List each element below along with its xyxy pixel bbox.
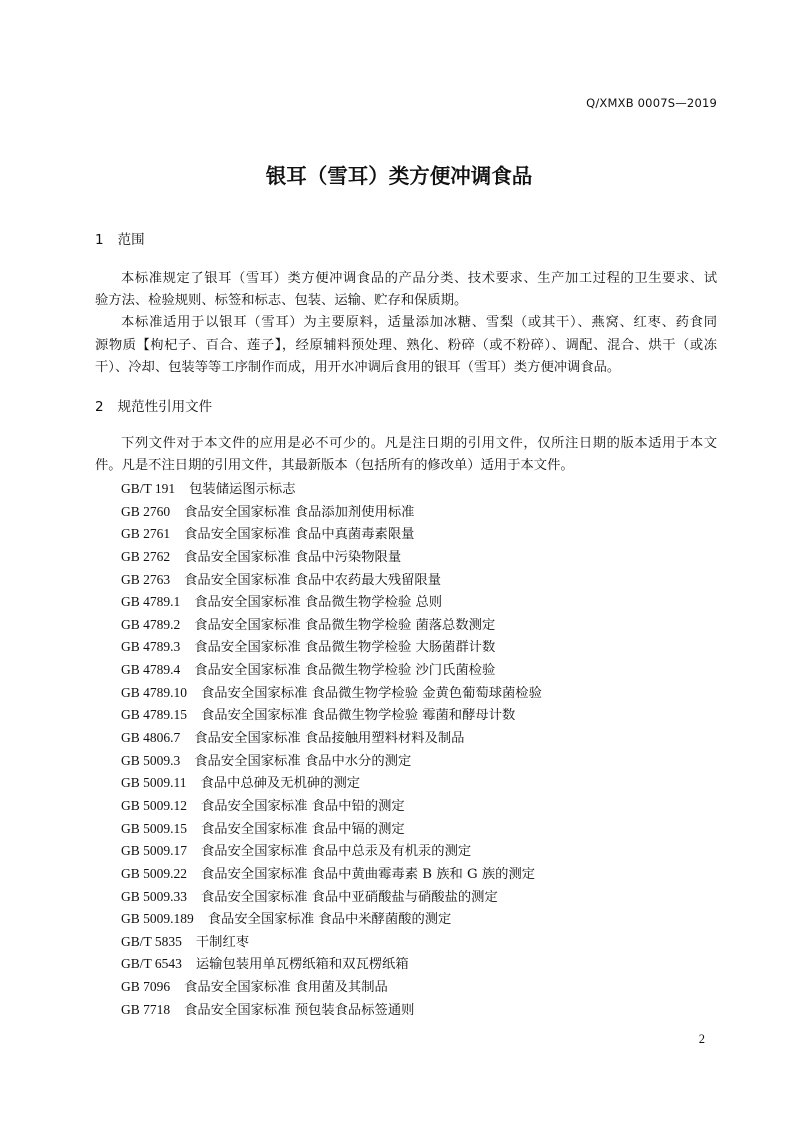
- reference-title: 食品安全国家标准 食品中镉的测定: [201, 821, 405, 837]
- reference-code: GB 5009.22: [121, 865, 188, 881]
- reference-title: 食品中总砷及无机砷的测定: [200, 776, 361, 792]
- reference-code: GB 2760: [121, 503, 171, 519]
- reference-item: [121, 682, 717, 705]
- reference-item: [121, 569, 717, 592]
- reference-item: [121, 818, 717, 841]
- reference-title: 食品安全国家标准 食品添加剂使用标准: [184, 504, 415, 520]
- page-number: 2: [698, 1032, 705, 1046]
- reference-title: 食品安全国家标准 食品中真菌毒素限量: [184, 527, 415, 543]
- reference-title: 干制红枣: [195, 934, 250, 950]
- reference-code: GB 4789.2: [121, 616, 181, 632]
- header-doc-code: Q/XMXB 0007S—2019: [586, 96, 717, 110]
- reference-item: [121, 772, 717, 795]
- reference-code: GB 4789.15: [121, 707, 188, 723]
- reference-title: 食品安全国家标准 预包装食品标签通则: [184, 1002, 415, 1018]
- reference-title: 食品安全国家标准 食品微生物学检验 霉菌和酵母计数: [201, 708, 516, 724]
- reference-item: [121, 976, 717, 999]
- reference-title: 食品安全国家标准 食品中米酵菌酸的测定: [207, 912, 452, 928]
- reference-code: GB 5009.11: [121, 775, 187, 791]
- reference-item: [121, 795, 717, 818]
- paragraph-line: 本标准适用于以银耳（雪耳）为主要原料，适量添加冰糖、雪梨（或其干）、燕窝、红枣、药食同: [121, 315, 717, 330]
- paragraph-line: 验方法、检验规则、标签和标志、包装、运输、贮存和保质期。: [95, 293, 468, 308]
- reference-item: [121, 931, 717, 954]
- section-title: 范围: [117, 232, 145, 248]
- reference-code: GB 7096: [121, 979, 171, 995]
- reference-title: 食品安全国家标准 食品中总汞及有机汞的测定: [201, 844, 472, 860]
- reference-item: [121, 546, 717, 569]
- reference-item: [121, 614, 717, 637]
- reference-code: GB 4806.7: [121, 730, 181, 746]
- reference-item: [121, 501, 717, 524]
- reference-code: GB/T 6543: [121, 956, 182, 972]
- paragraph-line: 源物质【枸杞子、百合、莲子】，经原辅料预处理、熟化、粉碎（或不粉碎）、调配、混合、烘干（或冻: [95, 338, 717, 353]
- section-number: 1: [95, 232, 104, 248]
- section-title: 规范性引用文件: [117, 399, 213, 415]
- reference-item: [121, 750, 717, 773]
- paragraph-line: 件。凡是不注日期的引用文件，其最新版本（包括所有的修改单）适用于本文件。: [95, 458, 574, 473]
- reference-code: GB 4789.10: [121, 684, 188, 700]
- reference-code: GB 2762: [121, 548, 171, 564]
- section-heading-scope: [95, 229, 717, 251]
- reference-code: GB 5009.12: [121, 797, 188, 813]
- reference-list: [121, 478, 717, 1021]
- reference-title: 包装储运图示标志: [189, 482, 296, 497]
- reference-title: 食品安全国家标准 食品微生物学检验 总则: [194, 595, 443, 611]
- reference-item: [121, 863, 717, 886]
- reference-item: [121, 999, 717, 1022]
- reference-title: 运输包装用单瓦楞纸箱和双瓦楞纸箱: [195, 957, 409, 973]
- reference-title: 食品安全国家标准 食品中铅的测定: [201, 798, 405, 814]
- reference-code: GB 2761: [121, 526, 171, 542]
- reference-item: [121, 727, 717, 750]
- reference-title: 食品安全国家标准 食品接触用塑料材料及制品: [194, 731, 465, 747]
- reference-title: 食品安全国家标准 食品中黄曲霉毒素 B 族和 G 族的测定: [201, 866, 536, 882]
- reference-code: GB 4789.4: [121, 662, 181, 678]
- reference-item: [121, 908, 717, 931]
- reference-item: [121, 591, 717, 614]
- reference-item: [121, 636, 717, 659]
- reference-code: GB 4789.1: [121, 594, 181, 610]
- reference-title: 食品安全国家标准 食品中水分的测定: [194, 753, 412, 769]
- reference-item: [121, 953, 717, 976]
- reference-code: GB/T 5835: [121, 933, 182, 949]
- reference-code: GB 4789.3: [121, 639, 181, 655]
- reference-title: 食品安全国家标准 食品微生物学检验 沙门氏菌检验: [194, 663, 496, 679]
- reference-code: GB 5009.189: [121, 911, 194, 927]
- paragraph-line: 本标准规定了银耳（雪耳）类方便冲调食品的产品分类、技术要求、生产加工过程的卫生要求、试: [121, 271, 717, 286]
- paragraph-line: 下列文件对于本文件的应用是必不可少的。凡是注日期的引用文件，仅所注日期的版本适用于本文: [121, 436, 717, 451]
- reference-code: GB 7718: [121, 1001, 171, 1017]
- reference-title: 食品安全国家标准 食品微生物学检验 大肠菌群计数: [194, 640, 496, 656]
- reference-title: 食品安全国家标准 食品微生物学检验 金黄色葡萄球菌检验: [201, 685, 542, 701]
- reference-title: 食品安全国家标准 食品中污染物限量: [184, 549, 402, 565]
- page-title: 银耳（雪耳）类方便冲调食品: [265, 164, 533, 188]
- reference-code: GB/T 191: [121, 481, 176, 496]
- reference-item: [121, 659, 717, 682]
- reference-code: GB 5009.15: [121, 820, 188, 836]
- reference-code: GB 5009.17: [121, 843, 188, 859]
- reference-item: [121, 523, 717, 546]
- reference-code: GB 2763: [121, 571, 171, 587]
- reference-code: GB 5009.33: [121, 888, 188, 904]
- reference-title: 食品安全国家标准 食品微生物学检验 菌落总数测定: [194, 617, 496, 633]
- reference-title: 食品安全国家标准 食用菌及其制品: [184, 980, 388, 996]
- reference-item: [121, 704, 717, 727]
- reference-code: GB 5009.3: [121, 752, 181, 768]
- paragraph-line: 干）、冷却、包装等等工序制作而成，用开水冲调后食用的银耳（雪耳）类方便冲调食品。: [95, 360, 621, 375]
- reference-title: 食品安全国家标准 食品中亚硝酸盐与硝酸盐的测定: [201, 889, 498, 905]
- section-number: 2: [95, 399, 104, 415]
- reference-title: 食品安全国家标准 食品中农药最大残留限量: [184, 572, 442, 588]
- reference-item: [121, 840, 717, 863]
- reference-item: [121, 478, 717, 501]
- reference-item: [121, 886, 717, 909]
- section-heading-normative-references: [95, 396, 717, 418]
